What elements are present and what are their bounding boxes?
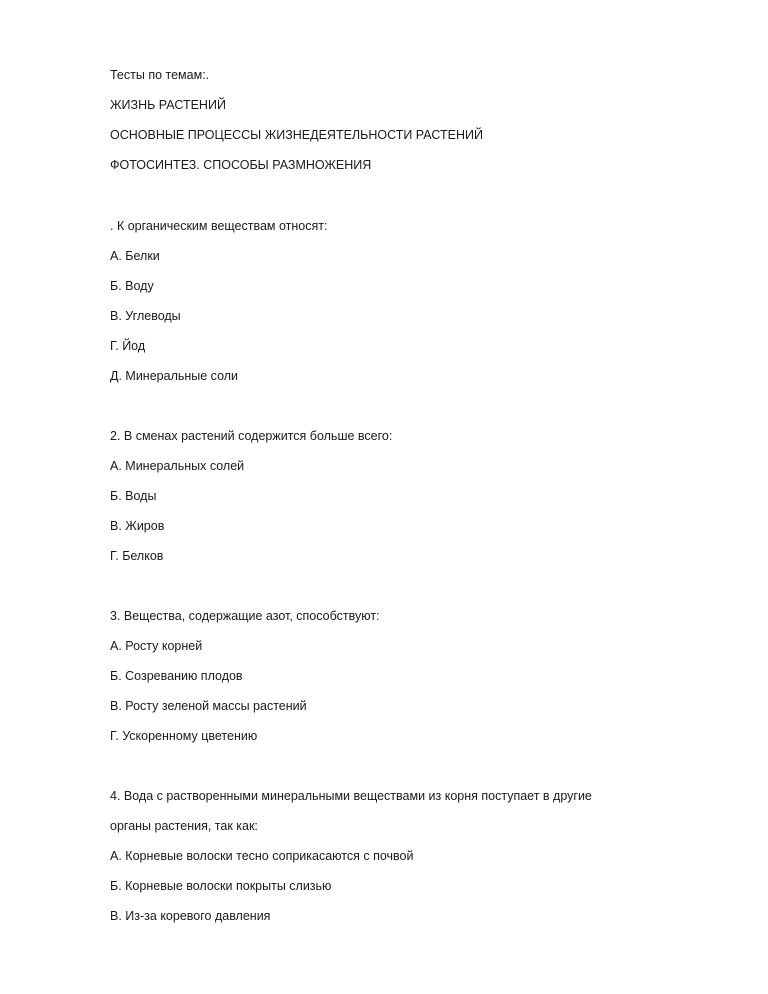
answer-option: В. Из-за коревого давления — [110, 909, 271, 923]
answer-option: А. Минеральных солей — [110, 459, 245, 473]
answer-option: Д. Минеральные соли — [110, 369, 239, 383]
answer-option: В. Росту зеленой массы растений — [110, 699, 307, 713]
answer-option: В. Жиров — [110, 519, 165, 533]
answer-option: Г. Белков — [110, 549, 164, 563]
question-4-continuation: органы растения, так как: — [110, 819, 258, 833]
answer-option: Б. Воду — [110, 279, 154, 293]
question-1: . К органическим веществам относят: — [110, 219, 328, 233]
question-4: 4. Вода с растворенными минеральными веществами из корня поступает в другие — [110, 789, 592, 803]
answer-option: А. Корневые волоски тесно соприкасаются с почвой — [110, 849, 414, 863]
topic-heading: ЖИЗНЬ РАСТЕНИЙ — [110, 98, 226, 112]
answer-option: Г. Ускоренному цветению — [110, 729, 258, 743]
intro-line: Тесты по темам:. — [110, 68, 210, 82]
answer-option: Г. Йод — [110, 339, 146, 353]
answer-option: В. Углеводы — [110, 309, 181, 323]
topic-heading: ФОТОСИНТЕЗ. СПОСОБЫ РАЗМНОЖЕНИЯ — [110, 158, 372, 172]
question-3: 3. Вещества, содержащие азот, способствуют: — [110, 609, 380, 623]
answer-option: А. Белки — [110, 249, 160, 263]
question-2: 2. В сменах растений содержится больше всего: — [110, 429, 393, 443]
answer-option: Б. Корневые волоски покрыты слизью — [110, 879, 332, 893]
answer-option: А. Росту корней — [110, 639, 203, 653]
answer-option: Б. Созреванию плодов — [110, 669, 243, 683]
answer-option: Б. Воды — [110, 489, 157, 503]
topic-heading: ОСНОВНЫЕ ПРОЦЕССЫ ЖИЗНЕДЕЯТЕЛЬНОСТИ РАСТЕНИЙ — [110, 128, 483, 142]
